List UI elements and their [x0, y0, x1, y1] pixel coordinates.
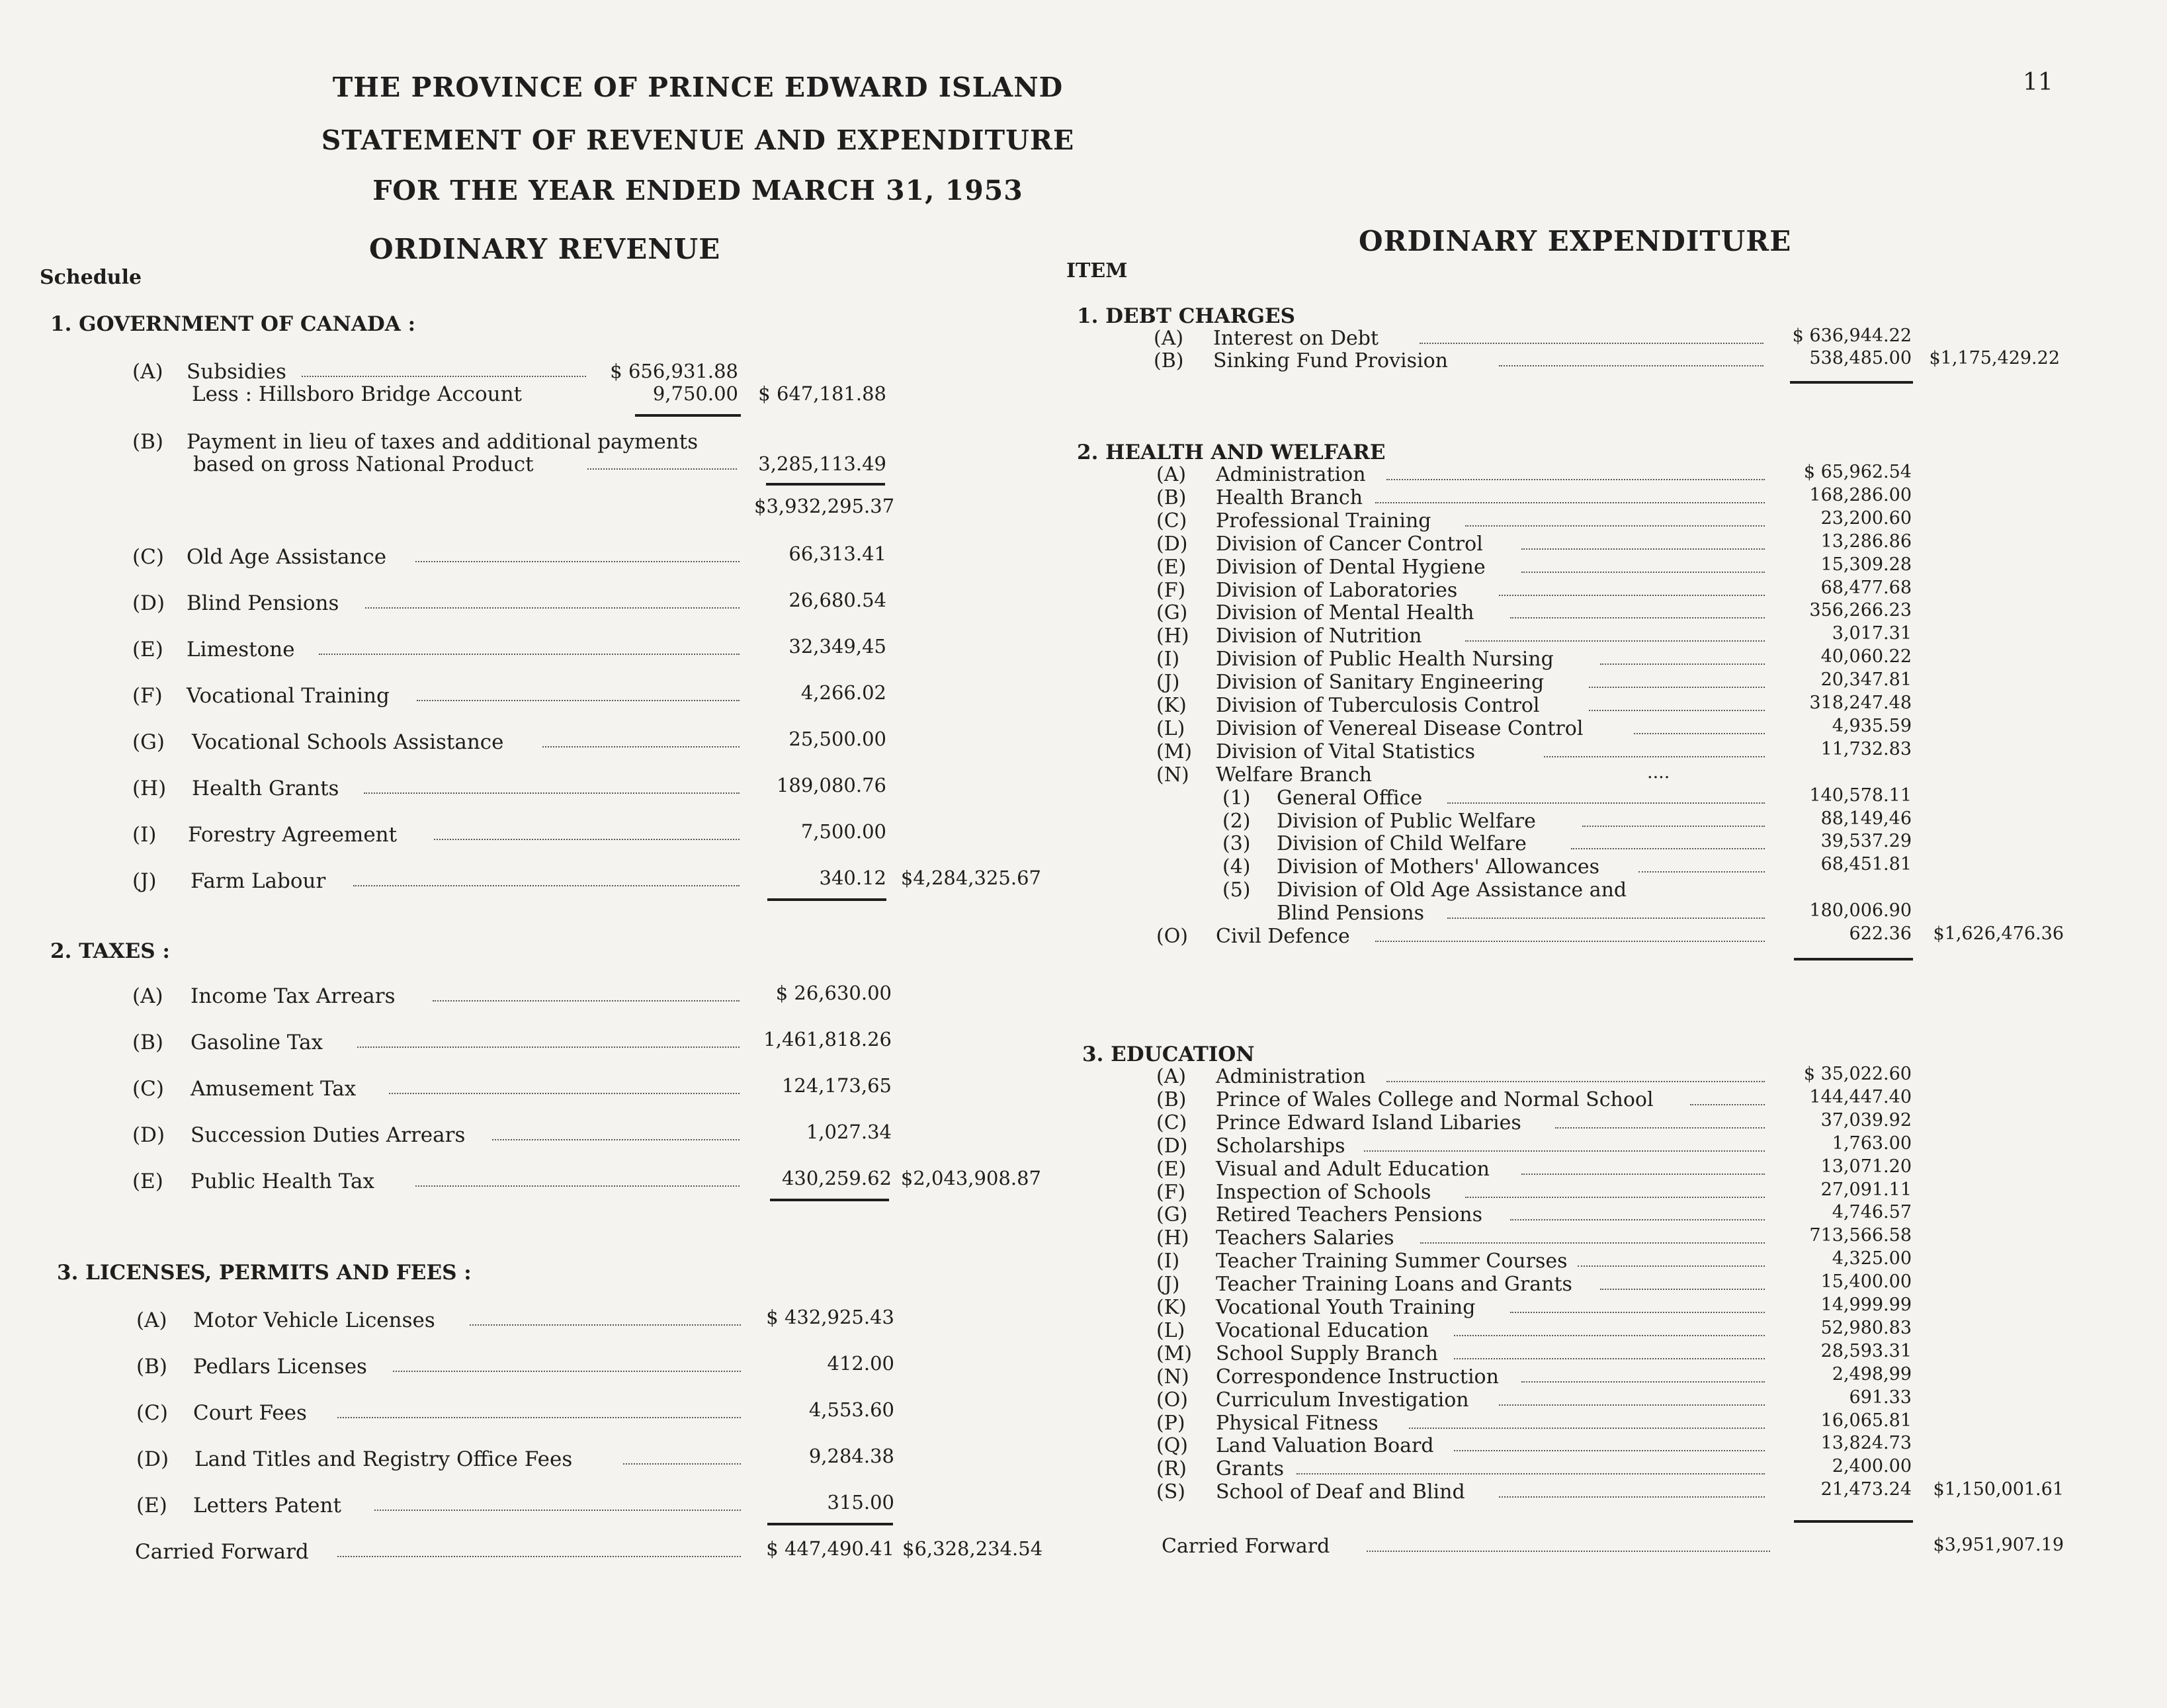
item-label: Limestone	[187, 638, 295, 662]
item-letter: (F)	[1156, 578, 1186, 602]
leader-dots	[1367, 1551, 1770, 1552]
section-total: $4,284,325.67	[900, 867, 1041, 889]
item-amount: $ 656,931.88	[610, 360, 738, 382]
item-label: Forestry Agreement	[188, 823, 398, 847]
item-amount: 39,537.29	[1820, 831, 1912, 852]
leader-dots	[1589, 710, 1765, 711]
item-label: Inspection of Schools	[1216, 1180, 1431, 1204]
item-label: Public Health Tax	[191, 1170, 375, 1193]
leader-dots	[374, 1510, 741, 1511]
leader-dots	[1499, 365, 1763, 366]
item-label: Division of Laboratories	[1216, 578, 1458, 602]
leader-dots	[1386, 479, 1765, 480]
item-label: Court Fees	[193, 1401, 307, 1425]
item-letter: (2)	[1222, 809, 1251, 833]
item-label: Pedlars Licenses	[193, 1355, 367, 1379]
item-letter: (I)	[1156, 648, 1180, 671]
leader-dots	[353, 885, 740, 886]
item-label: Interest on Debt	[1213, 327, 1379, 350]
item-letter: (D)	[132, 1123, 165, 1147]
item-letter: (O)	[1156, 925, 1189, 948]
leader-dots	[415, 561, 740, 562]
leader-dots	[1465, 1197, 1765, 1198]
item-total: $ 26,630.00	[775, 982, 892, 1004]
item-amount: 20,347.81	[1820, 669, 1912, 691]
item-total: 340.12	[819, 867, 886, 889]
item-amount: 13,071.20	[1820, 1156, 1912, 1177]
revenue-section-title: 2. TAXES :	[50, 939, 170, 963]
item-label: Division of Mental Health	[1216, 601, 1474, 625]
item-letter: (E)	[1156, 555, 1187, 579]
item-label: Payment in lieu of taxes and additional payments	[187, 430, 699, 454]
leader-dots	[1447, 918, 1765, 919]
item-letter: (D)	[1156, 1134, 1188, 1158]
leader-dots	[415, 1185, 740, 1187]
item-label: Letters Patent	[193, 1494, 341, 1517]
item-letter: (4)	[1222, 855, 1251, 879]
item-letter: (C)	[1156, 509, 1187, 533]
item-amount: ....	[1647, 761, 1670, 783]
leader-dots	[434, 839, 740, 840]
item-label: Division of Sanitary Engineering	[1216, 671, 1545, 695]
item-label: Land Valuation Board	[1216, 1434, 1434, 1458]
leader-dots	[1510, 617, 1765, 619]
item-label: General Office	[1277, 786, 1423, 810]
item-letter: (A)	[136, 1308, 167, 1332]
expenditure-section-title: 2. HEALTH AND WELFARE	[1077, 441, 1386, 464]
item-letter: (S)	[1156, 1480, 1185, 1504]
leader-dots	[1375, 941, 1765, 942]
item-amount: 15,309.28	[1820, 554, 1912, 575]
leader-dots	[389, 1093, 740, 1094]
item-letter: (B)	[132, 430, 163, 454]
item-label: Sinking Fund Provision	[1213, 349, 1449, 372]
item-letter: (B)	[136, 1355, 167, 1379]
leader-dots	[1420, 1242, 1765, 1244]
leader-dots	[433, 1000, 740, 1002]
item-letter: (B)	[1156, 486, 1187, 509]
item-amount: 318,247.48	[1809, 693, 1912, 713]
item-total: 3,285,113.49	[758, 452, 886, 475]
item-amount: 2,400.00	[1832, 1456, 1912, 1477]
leader-dots	[1638, 871, 1765, 873]
item-letter: (E)	[132, 1170, 163, 1193]
item-amount: 40,060.22	[1820, 646, 1912, 667]
leader-dots	[587, 468, 737, 470]
item-letter: (I)	[132, 823, 157, 847]
item-total: 189,080.76	[776, 774, 886, 796]
item-letter: (G)	[132, 730, 165, 754]
item-label: Grants	[1216, 1457, 1284, 1481]
item-total: 124,173,65	[781, 1074, 892, 1097]
rule	[635, 414, 741, 417]
leader-dots	[1600, 1289, 1765, 1290]
leader-dots	[1386, 1081, 1765, 1082]
item-letter: (A)	[1156, 1065, 1187, 1088]
item-label: Vocational Youth Training	[1216, 1296, 1476, 1319]
item-total: 1,461,818.26	[763, 1028, 892, 1050]
item-letter: (C)	[132, 1077, 164, 1101]
schedule-label: Schedule	[40, 266, 142, 289]
item-amount: 52,980.83	[1820, 1317, 1912, 1338]
item-label: Physical Fitness	[1216, 1411, 1379, 1435]
item-label: Administration	[1216, 1065, 1366, 1088]
leader-dots	[1454, 1358, 1765, 1359]
item-label: Division of Public Welfare	[1277, 809, 1536, 833]
item-total: 1,027.34	[806, 1121, 892, 1143]
item-letter: (M)	[1156, 740, 1193, 763]
item-amount: $ 35,022.60	[1803, 1064, 1912, 1084]
item-total: $ 647,181.88	[758, 382, 886, 405]
leader-dots	[1634, 733, 1765, 734]
item-amount: $ 636,944.22	[1792, 325, 1912, 346]
item-letter: (D)	[136, 1447, 169, 1471]
item-label: Welfare Branch	[1216, 763, 1373, 787]
section-total: $1,175,429.22	[1929, 348, 2060, 368]
item-total: 9,284.38	[808, 1445, 894, 1467]
leader-dots	[1420, 343, 1763, 344]
item-letter: (B)	[132, 1031, 163, 1054]
section-total: $2,043,908.87	[900, 1167, 1041, 1189]
item-label: Income Tax Arrears	[191, 984, 396, 1008]
item-label: School Supply Branch	[1216, 1342, 1439, 1365]
revenue-heading: ORDINARY REVENUE	[369, 233, 721, 265]
item-amount: 68,451.81	[1820, 854, 1912, 875]
item-amount: 88,149,46	[1820, 808, 1912, 829]
item-letter: (3)	[1222, 832, 1251, 856]
item-amount: 15,400.00	[1820, 1271, 1912, 1293]
leader-dots	[1690, 1104, 1765, 1105]
item-label: Visual and Adult Education	[1216, 1157, 1490, 1181]
leader-dots	[1409, 1428, 1765, 1429]
item-total: 4,266.02	[800, 681, 886, 704]
item-letter: (P)	[1156, 1411, 1185, 1435]
item-letter: (K)	[1156, 694, 1187, 717]
item-label: Motor Vehicle Licenses	[193, 1308, 435, 1332]
item-letter: (N)	[1156, 763, 1189, 787]
item-total: 32,349,45	[788, 635, 886, 658]
item-letter: (J)	[1156, 671, 1180, 695]
item-letter: (F)	[1156, 1180, 1186, 1204]
leader-dots	[623, 1463, 741, 1465]
item-label: Prince Edward Island Libaries	[1216, 1111, 1521, 1134]
leader-dots	[1465, 640, 1765, 642]
item-label: Professional Training	[1216, 509, 1431, 533]
leader-dots	[337, 1556, 741, 1557]
item-letter: (C)	[136, 1401, 168, 1425]
leader-dots	[1521, 1174, 1765, 1175]
item-total: 66,313.41	[788, 542, 886, 565]
item-amount: 21,473.24	[1820, 1479, 1912, 1500]
leader-dots	[470, 1324, 741, 1326]
item-letter: (G)	[1156, 1203, 1188, 1227]
carried-forward-amount: $ 447,490.41	[766, 1537, 894, 1560]
item-amount: 356,266.23	[1809, 600, 1912, 621]
section-total: $1,150,001.61	[1933, 1479, 2064, 1500]
rule	[766, 483, 885, 486]
page-number: 11	[2023, 69, 2053, 96]
item-amount: 3,017.31	[1832, 623, 1912, 644]
item-label: Division of Vital Statistics	[1216, 740, 1475, 763]
rule	[767, 1523, 893, 1525]
carried-forward-total: $6,328,234.54	[902, 1537, 1043, 1560]
item-label: Farm Labour	[191, 869, 326, 893]
item-letter: (I)	[1156, 1250, 1180, 1273]
item-amount: 9,750.00	[652, 382, 738, 405]
item-amount: 4,935.59	[1832, 715, 1912, 736]
item-total: 4,553.60	[808, 1398, 894, 1421]
rule	[1794, 1520, 1913, 1523]
leader-dots	[337, 1417, 741, 1418]
item-label: Health Grants	[192, 777, 339, 800]
leader-dots	[1600, 663, 1765, 665]
item-amount: $ 65,962.54	[1803, 462, 1912, 482]
item-label: School of Deaf and Blind	[1216, 1480, 1465, 1504]
leader-dots	[492, 1139, 740, 1140]
item-label: Gasoline Tax	[191, 1031, 323, 1054]
leader-dots	[1375, 502, 1765, 503]
leader-dots	[542, 746, 740, 747]
item-amount: 11,732.83	[1820, 738, 1912, 759]
leader-dots	[1364, 1150, 1765, 1152]
item-letter: (B)	[1156, 1088, 1187, 1111]
revenue-section-title: 1. GOVERNMENT OF CANADA :	[50, 312, 416, 336]
item-label: Less : Hillsboro Bridge Account	[192, 382, 522, 406]
item-letter: (B)	[1154, 349, 1184, 372]
leader-dots	[319, 654, 740, 655]
leader-dots	[1447, 802, 1765, 804]
item-label: Vocational Schools Assistance	[192, 730, 504, 754]
item-amount: 4,325.00	[1832, 1248, 1912, 1269]
expenditure-heading: ORDINARY EXPENDITURE	[1359, 225, 1792, 257]
carried-forward-total: $3,951,907.19	[1933, 1535, 2064, 1555]
item-letter: (H)	[1156, 624, 1189, 648]
item-amount: 13,824.73	[1820, 1433, 1912, 1454]
item-amount: 4,746.57	[1832, 1202, 1912, 1223]
leader-dots	[1578, 1265, 1765, 1267]
item-label: Division of Old Age Assistance and	[1277, 878, 1627, 902]
leader-dots	[1499, 1404, 1765, 1406]
item-label: Division of Venereal Disease Control	[1216, 716, 1584, 740]
item-amount: 16,065.81	[1820, 1410, 1912, 1431]
item-letter: (H)	[1156, 1226, 1189, 1250]
item-letter: (E)	[136, 1494, 167, 1517]
item-label: Land Titles and Registry Office Fees	[194, 1447, 573, 1471]
item-label: Retired Teachers Pensions	[1216, 1203, 1482, 1227]
item-letter: (H)	[132, 777, 167, 800]
leader-dots	[1296, 1473, 1765, 1474]
item-amount: 538,485.00	[1809, 348, 1912, 368]
item-letter: (G)	[1156, 601, 1188, 625]
section-total: $1,626,476.36	[1933, 923, 2064, 944]
leader-dots	[1521, 548, 1765, 550]
item-letter: (5)	[1222, 878, 1251, 902]
item-label: Subsidies	[187, 360, 286, 384]
item-label: Old Age Assistance	[187, 545, 387, 569]
item-letter: (A)	[132, 360, 163, 384]
item-label: Civil Defence	[1216, 925, 1350, 948]
item-label: Division of Mothers' Allowances	[1277, 855, 1599, 879]
item-label: Blind Pensions	[1277, 902, 1424, 925]
item-amount: 144,447.40	[1809, 1086, 1912, 1107]
expenditure-section-title: 3. EDUCATION	[1082, 1043, 1255, 1066]
item-column-label: ITEM	[1066, 259, 1128, 282]
item-label: Health Branch	[1216, 486, 1363, 509]
leader-dots	[393, 1371, 741, 1372]
rule	[1790, 381, 1913, 384]
item-letter: (A)	[1156, 463, 1187, 486]
item-label: Division of Cancer Control	[1216, 532, 1483, 556]
item-label: Teacher Training Loans and Grants	[1216, 1273, 1572, 1297]
leader-dots	[1465, 525, 1765, 527]
leader-dots	[417, 700, 740, 701]
item-amount: 622.36	[1849, 923, 1912, 944]
item-letter: (C)	[1156, 1111, 1187, 1134]
item-amount: 27,091.11	[1820, 1179, 1912, 1200]
item-amount: 180,006.90	[1809, 900, 1912, 921]
leader-dots	[1499, 595, 1765, 596]
leader-dots	[1521, 1381, 1765, 1383]
item-letter: (1)	[1222, 786, 1251, 810]
item-label: Vocational Training	[187, 684, 390, 708]
expenditure-section-title: 1. DEBT CHARGES	[1077, 304, 1295, 328]
revenue-section-title: 3. LICENSES, PERMITS AND FEES :	[57, 1261, 472, 1285]
rule	[767, 898, 886, 901]
item-letter: (A)	[1154, 327, 1184, 350]
item-letter: (J)	[132, 869, 157, 893]
leader-dots	[364, 792, 740, 794]
item-total: 26,680.54	[788, 589, 886, 611]
item-letter: (M)	[1156, 1342, 1193, 1365]
item-letter: (A)	[132, 984, 163, 1008]
item-label: Division of Tuberculosis Control	[1216, 694, 1540, 717]
item-total: $ 432,925.43	[766, 1306, 894, 1328]
item-amount: 37,039.92	[1820, 1109, 1912, 1131]
item-letter: (D)	[1156, 532, 1188, 556]
item-label: Division of Child Welfare	[1277, 832, 1527, 856]
item-letter: (F)	[132, 684, 163, 708]
item-label: Blind Pensions	[187, 591, 339, 615]
document-subtitle: STATEMENT OF REVENUE AND EXPENDITURE	[321, 124, 1075, 156]
subtotal: $3,932,295.37	[754, 495, 895, 517]
leader-dots	[365, 607, 740, 609]
leader-dots	[1555, 1127, 1765, 1129]
item-label: Vocational Education	[1216, 1318, 1429, 1342]
carried-forward-label: Carried Forward	[135, 1540, 309, 1564]
leader-dots	[1499, 1496, 1765, 1498]
item-letter: (E)	[132, 638, 163, 662]
carried-forward-label: Carried Forward	[1162, 1535, 1330, 1558]
item-letter: (L)	[1156, 716, 1185, 740]
item-amount: 2,498,99	[1832, 1363, 1912, 1385]
item-total: 25,500.00	[788, 728, 886, 750]
leader-dots	[302, 376, 586, 377]
item-letter: (L)	[1156, 1318, 1185, 1342]
item-label: Division of Public Health Nursing	[1216, 648, 1554, 671]
rule	[770, 1199, 889, 1201]
leader-dots	[1454, 1450, 1765, 1451]
item-label: Division of Nutrition	[1216, 624, 1422, 648]
item-letter: (N)	[1156, 1365, 1189, 1388]
item-amount: 14,999.99	[1820, 1295, 1912, 1315]
item-total: 7,500.00	[800, 820, 886, 843]
item-amount: 23,200.60	[1820, 507, 1912, 529]
item-label: Division of Dental Hygiene	[1216, 555, 1486, 579]
document-period: FOR THE YEAR ENDED MARCH 31, 1953	[372, 175, 1023, 206]
leader-dots	[1521, 572, 1765, 573]
item-letter: (Q)	[1156, 1434, 1189, 1458]
item-label-cont: based on gross National Product	[193, 452, 534, 476]
item-amount: 168,286.00	[1809, 484, 1912, 505]
item-letter: (C)	[132, 545, 164, 569]
item-label: Correspondence Instruction	[1216, 1365, 1499, 1388]
item-letter: (K)	[1156, 1296, 1187, 1319]
item-letter: (O)	[1156, 1388, 1189, 1412]
rule	[1794, 958, 1913, 961]
item-label: Succession Duties Arrears	[191, 1123, 466, 1147]
item-amount: 713,566.58	[1809, 1225, 1912, 1246]
item-amount: 140,578.11	[1809, 785, 1912, 806]
item-letter: (R)	[1156, 1457, 1187, 1481]
item-total: 430,259.62	[781, 1167, 892, 1189]
item-label: Scholarships	[1216, 1134, 1345, 1158]
item-total: 315.00	[827, 1491, 894, 1514]
item-amount: 13,286.86	[1820, 531, 1912, 552]
leader-dots	[1510, 1219, 1765, 1220]
item-label: Teacher Training Summer Courses	[1216, 1250, 1568, 1273]
leader-dots	[1589, 687, 1765, 688]
leader-dots	[1454, 1335, 1765, 1336]
leader-dots	[1544, 756, 1765, 757]
leader-dots	[357, 1046, 740, 1048]
item-amount: 28,593.31	[1820, 1340, 1912, 1361]
item-amount: 691.33	[1849, 1387, 1912, 1408]
item-amount: 1,763.00	[1832, 1132, 1912, 1154]
item-total: 412.00	[827, 1352, 894, 1375]
leader-dots	[1510, 1312, 1765, 1313]
leader-dots	[1571, 848, 1765, 849]
item-letter: (E)	[1156, 1157, 1187, 1181]
item-label: Administration	[1216, 463, 1366, 486]
item-letter: (J)	[1156, 1273, 1180, 1297]
item-letter: (D)	[132, 591, 165, 615]
item-label: Curriculum Investigation	[1216, 1388, 1469, 1412]
item-label: Amusement Tax	[191, 1077, 357, 1101]
item-label: Prince of Wales College and Normal School	[1216, 1088, 1654, 1111]
item-label: Teachers Salaries	[1216, 1226, 1394, 1250]
item-amount: 68,477.68	[1820, 577, 1912, 598]
document-title: THE PROVINCE OF PRINCE EDWARD ISLAND	[332, 71, 1064, 103]
leader-dots	[1582, 826, 1765, 827]
